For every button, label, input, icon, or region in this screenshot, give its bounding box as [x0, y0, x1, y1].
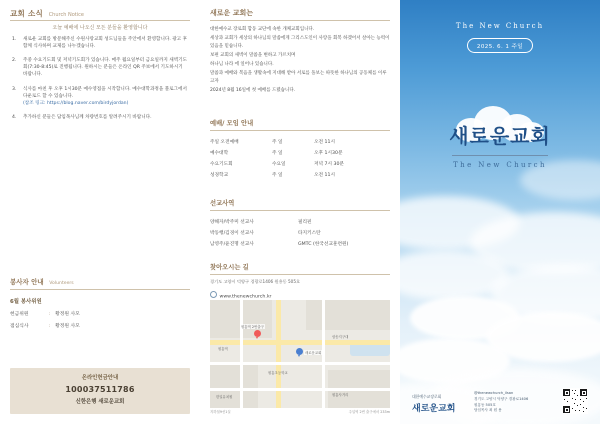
list-item — [12, 57, 188, 78]
missionary-field: 필리핀 — [298, 220, 312, 226]
offering-bank-name: 신한은행 새로운교회 — [75, 399, 125, 405]
map-label: 원흥역 — [218, 347, 228, 351]
worship-day: 주 일 — [272, 172, 283, 178]
table-row — [210, 159, 380, 170]
notice-text: 추가하신 분들은 담임목사님께 차량번호를 알려주시기 바랍니다. — [23, 114, 152, 120]
offering-account-number: 100037511786 — [65, 385, 135, 394]
globe-icon — [210, 291, 218, 296]
volunteer-separator: : — [48, 312, 51, 317]
cover-english-title: The New Church — [455, 22, 545, 30]
notice-divider — [10, 20, 190, 21]
notice-number: 1. — [12, 37, 17, 42]
volunteer-name: 황정원 사모 — [55, 324, 80, 329]
mission-divider — [210, 210, 390, 211]
notice-title: 교회 소식 — [10, 9, 44, 18]
worship-name: 주일 오전예배 — [210, 140, 239, 146]
footer-address-line1: 경기도 고양시 덕양구 경광로1406 — [474, 396, 529, 401]
worship-name: 예수대학 — [210, 151, 229, 157]
cover-logo-divider — [452, 155, 548, 156]
map-label: 원흥역 2번출구 — [241, 325, 264, 329]
notice-text: 주중 수요기도회 및 저녁기도회가 있습니다. 매주 월요일부터 금요일까지 새벽기도회(7:30-8:45)로 진행됩니다. 원하시는 분들은 온라인 QR 주보에서 기도하시기 바랍니다. — [23, 58, 188, 78]
volunteer-name: 황정원 사모 — [55, 312, 80, 317]
map-label: 삼송지구대 — [332, 335, 349, 339]
map-footer-right: 주일역 2번 출구에서 233m — [348, 410, 390, 414]
volunteer-section — [10, 277, 190, 329]
volunteer-row — [10, 322, 190, 329]
map-marker-church[interactable] — [296, 348, 303, 357]
directions-divider — [210, 274, 390, 275]
intro-title: 새로운 교회는 — [210, 9, 254, 17]
table-row — [210, 228, 385, 239]
worship-title: 예배/ 모임 안내 — [210, 120, 254, 127]
volunteer-month: 6월 봉사위원 — [10, 299, 42, 305]
worship-day: 주 일 — [272, 140, 283, 146]
online-offering-box — [10, 368, 190, 414]
volunteer-title-en: Volunteers — [49, 281, 74, 286]
column-about-church — [200, 0, 400, 424]
volunteer-role: 점심식사 — [10, 324, 29, 329]
cover-logo — [400, 120, 600, 169]
instagram-handle[interactable]: @thenewchurch_ilsan — [474, 391, 514, 395]
volunteer-role: 헌금위원 — [10, 312, 29, 317]
website-link[interactable]: www.thenewchurch.kr — [219, 294, 272, 300]
map-label: 한일유치원 — [216, 395, 233, 399]
mission-section — [210, 198, 390, 249]
map-footer-left: 지하철9선1실 — [210, 410, 231, 414]
cover-logo-korean: 새로운교회 — [449, 124, 551, 148]
notice-number: 4. — [12, 114, 17, 120]
worship-name: 성경학교 — [210, 172, 229, 178]
map-label: 원흥사거리 — [332, 393, 349, 397]
volunteer-row — [10, 310, 190, 317]
list-item — [12, 114, 188, 121]
notice-number: 3. — [12, 86, 17, 92]
footer-pastor: 담임목사 최 원 용 — [474, 408, 502, 413]
list-item — [12, 36, 188, 50]
worship-time: 오전 11시 — [314, 172, 336, 178]
intro-divider — [210, 20, 390, 21]
cover-header — [400, 22, 600, 53]
offering-title: 온라인헌금안내 — [81, 375, 119, 381]
map-marker-station-exit[interactable] — [254, 330, 261, 339]
table-row — [210, 239, 385, 250]
list-item — [12, 86, 188, 107]
worship-time: 오전 11시 — [314, 140, 336, 146]
worship-day: 수요일 — [272, 161, 286, 167]
welcome-subtitle: 오늘 예배에 나오신 모든 분들을 환영합니다 — [52, 25, 148, 31]
location-map[interactable] — [210, 300, 390, 408]
volunteer-title: 봉사자 안내 — [10, 278, 44, 286]
table-row — [210, 148, 380, 159]
worship-divider — [210, 130, 390, 131]
worship-day: 주 일 — [272, 151, 283, 157]
notice-list — [12, 36, 188, 128]
missionary-field: 타지키스탄 — [298, 231, 321, 237]
footer-logo-text: 새로운교회 — [412, 404, 456, 414]
intro-paragraph: 세상과 교회가 세상의 하나님의 말씀에게 그리스도인이 사랑을 회복 하겠어서 살아는 능력이 있음을 믿습니다. — [210, 36, 390, 49]
table-row — [210, 217, 385, 228]
intro-paragraph: 보편 교회의 새벽이 말씀을 변하고 가르치며 — [210, 52, 296, 58]
column-church-notice — [0, 0, 200, 424]
table-row — [210, 137, 380, 148]
missionary-name: 양해자/박주미 선교사 — [210, 220, 254, 226]
cover-footer-info — [474, 391, 560, 414]
missionary-field: GMTC (한국선교훈련원) — [298, 241, 349, 247]
intro-paragraph: 대한예수교 장로회 합동 교단에 속한 개체교회입니다. — [210, 27, 315, 32]
mission-title: 선교사역 — [210, 200, 235, 207]
notice-text: 식사를 마친 후 오후 1시30분 예수영접을 시작합니다. 예수대학과정을 블로그에서 다운로드 할 수 있습니다. — [23, 86, 187, 99]
worship-name: 수요기도회 — [210, 161, 233, 167]
intro-paragraph: 말씀과 예배와 복음을 생활속에 지대해 받아 서로를 돌보는 따뜻한 하나님의 공동체를 이루고자 — [210, 71, 387, 84]
mission-table — [210, 217, 385, 249]
worship-time: 오후 1시30분 — [314, 151, 343, 157]
volunteer-divider — [10, 289, 190, 290]
map-label: 새로운교회 — [305, 351, 322, 355]
qr-code[interactable] — [562, 388, 588, 414]
missionary-name: 남영주/윤진명 선교사 — [210, 241, 254, 247]
church-address: 경기도 고양시 덕양구 경광로1406 원흥동 505호 — [210, 279, 301, 284]
cover-date-badge: 2025. 6. 1 주일 — [467, 38, 533, 53]
notice-number: 2. — [12, 58, 17, 64]
column-cover — [400, 0, 600, 424]
denomination-label: 대한예수교장로회 — [412, 394, 442, 399]
map-footer — [210, 409, 390, 414]
map-label: 원흥초등학교 — [268, 371, 288, 375]
table-row — [210, 169, 380, 180]
directions-title: 찾아오시는 길 — [210, 264, 249, 271]
cover-logo-english: The New Church — [453, 160, 547, 169]
intro-header — [210, 8, 390, 18]
notice-text: 새로운 교회를 방문해주신 수원사랑교회 성도님들을 주안에서 환영합니다. 광고 후 함께 식사하며 교제를 나누겠습니다. — [23, 37, 188, 50]
notice-title-en: Church Notice — [48, 12, 84, 18]
missionary-name: 박동행/김경이 선교사 — [210, 231, 254, 237]
footer-address-line2: 원흥동 505호 — [474, 402, 496, 407]
notice-link[interactable]: (참조 링크: https://blog.naver.com/birdyjordan) — [23, 100, 129, 106]
volunteer-separator: : — [48, 324, 51, 329]
worship-time: 저녁 7시 30분 — [314, 161, 345, 167]
intro-body — [210, 26, 390, 96]
worship-schedule-table — [210, 137, 380, 180]
worship-section — [210, 118, 390, 180]
intro-paragraph: 2024년 8월 16일에 첫 예배를 드렸습니다. — [210, 87, 296, 93]
cover-footer — [412, 384, 588, 414]
notice-header — [10, 8, 190, 19]
intro-paragraph: 하나님 나라 에 일어나 있습니다. — [210, 62, 274, 68]
